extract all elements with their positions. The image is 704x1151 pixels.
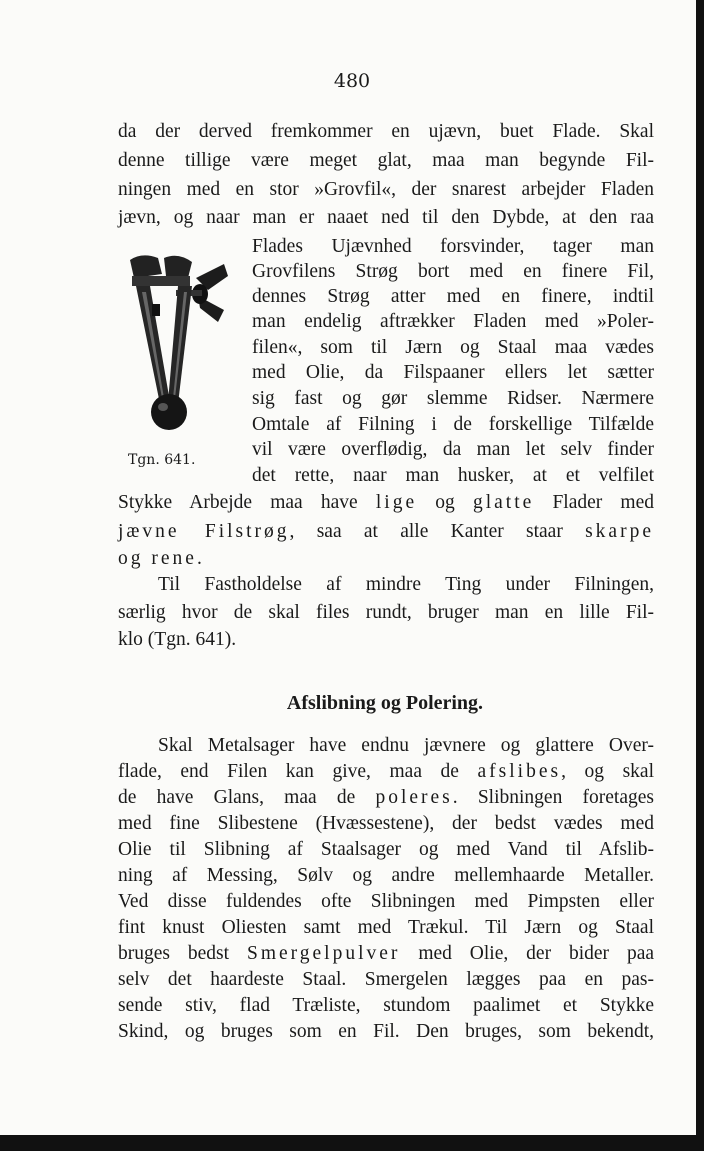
figure-hand-vice xyxy=(120,252,238,440)
spaced-word: glatte xyxy=(472,492,535,513)
text-line: det rette, naar man husker, at et velfilet xyxy=(252,465,654,486)
text-line: særlig hvor de skal files rundt, bruger man en lille Fil- xyxy=(118,602,654,623)
text-line: filen«, som til Jærn og Staal maa vædes xyxy=(252,337,654,358)
section-heading: Afslibning og Polering. xyxy=(286,692,484,714)
text-line: klo (Tgn. 641). xyxy=(118,629,237,650)
hand-vice-illustration xyxy=(120,252,238,440)
figure-caption: Tgn. 641. xyxy=(128,452,196,468)
text-line: Flades Ujævnhed forsvinder, tager man xyxy=(252,236,654,257)
text-line: man endelig aftrækker Fladen med »Poler- xyxy=(252,311,654,332)
text-line: da der derved fremkommer en ujævn, buet Flade. Skal xyxy=(118,121,654,142)
text-line: Omtale af Filning i de forskellige Tilfælde xyxy=(252,414,654,435)
spaced-word: lige xyxy=(375,492,418,513)
text-line: med fine Slibestene (Hvæssestene), der bedst vædes med xyxy=(118,813,654,834)
spaced-word: poleres xyxy=(375,787,453,808)
text-line: sig fast og gør slemme Ridser. Nærmere xyxy=(252,388,654,409)
text-line: vil være overflødig, da man let selv finder xyxy=(252,439,654,460)
text-line: bruges bedst Smergelpulver med Olie, der bider paa xyxy=(118,943,654,964)
text-line: Skind, og bruges som en Fil. Den bruges, som bekendt, xyxy=(118,1021,654,1042)
spaced-word: og rene xyxy=(118,548,197,569)
scan-edge-right xyxy=(696,0,704,1151)
text-line: med Olie, da Filspaaner ellers let sætter xyxy=(252,362,654,383)
text-line: de have Glans, maa de poleres. Slibningen foretages xyxy=(118,787,654,808)
text-line: dennes Strøg atter med en finere, indtil xyxy=(252,286,654,307)
spaced-word: Smergelpulver xyxy=(246,943,401,964)
text-line: Olie til Slibning af Staalsager og med Vand til Afslib- xyxy=(118,839,654,860)
text-line: Stykke Arbejde maa have lige og glatte Flader med xyxy=(118,492,655,513)
text-line: Til Fastholdelse af mindre Ting under Filningen, xyxy=(158,574,654,595)
text-line: ning af Messing, Sølv og andre mellemhaarde Metaller. xyxy=(118,865,654,886)
text-line: Skal Metalsager have endnu jævnere og glattere Over- xyxy=(158,735,654,756)
text-line: selv det haardeste Staal. Smergelen lægges paa en pas- xyxy=(118,969,654,990)
text-line: jævn, og naar man er naaet ned til den Dybde, at den raa xyxy=(118,207,654,228)
scan-edge-bottom xyxy=(0,1135,704,1151)
text-line: Ved disse fuldendes ofte Slibningen med Pimpsten eller xyxy=(118,891,654,912)
text-line: flade, end Filen kan give, maa de afslibes, og skal xyxy=(118,761,654,782)
spaced-word: afslibes xyxy=(477,761,562,782)
text-line: fint knust Oliesten samt med Trækul. Til Jærn og Staal xyxy=(118,917,654,938)
text-line: og rene. xyxy=(118,548,202,569)
page-number: 480 xyxy=(333,70,371,92)
spaced-word: jævne Filstrøg xyxy=(118,521,290,542)
text-line: Grovfilens Strøg bort med en finere Fil, xyxy=(252,261,654,282)
text-line: denne tillige være meget glat, maa man begynde Fil- xyxy=(118,150,654,171)
spaced-word: skarpe xyxy=(585,521,654,542)
text-line: ningen med en stor »Grovfil«, der snarest arbejder Fladen xyxy=(118,179,654,200)
text-line: sende stiv, flad Træliste, stundom paalimet et Stykke xyxy=(118,995,654,1016)
text-line: jævne Filstrøg, saa at alle Kanter staar skarpe xyxy=(118,521,654,542)
